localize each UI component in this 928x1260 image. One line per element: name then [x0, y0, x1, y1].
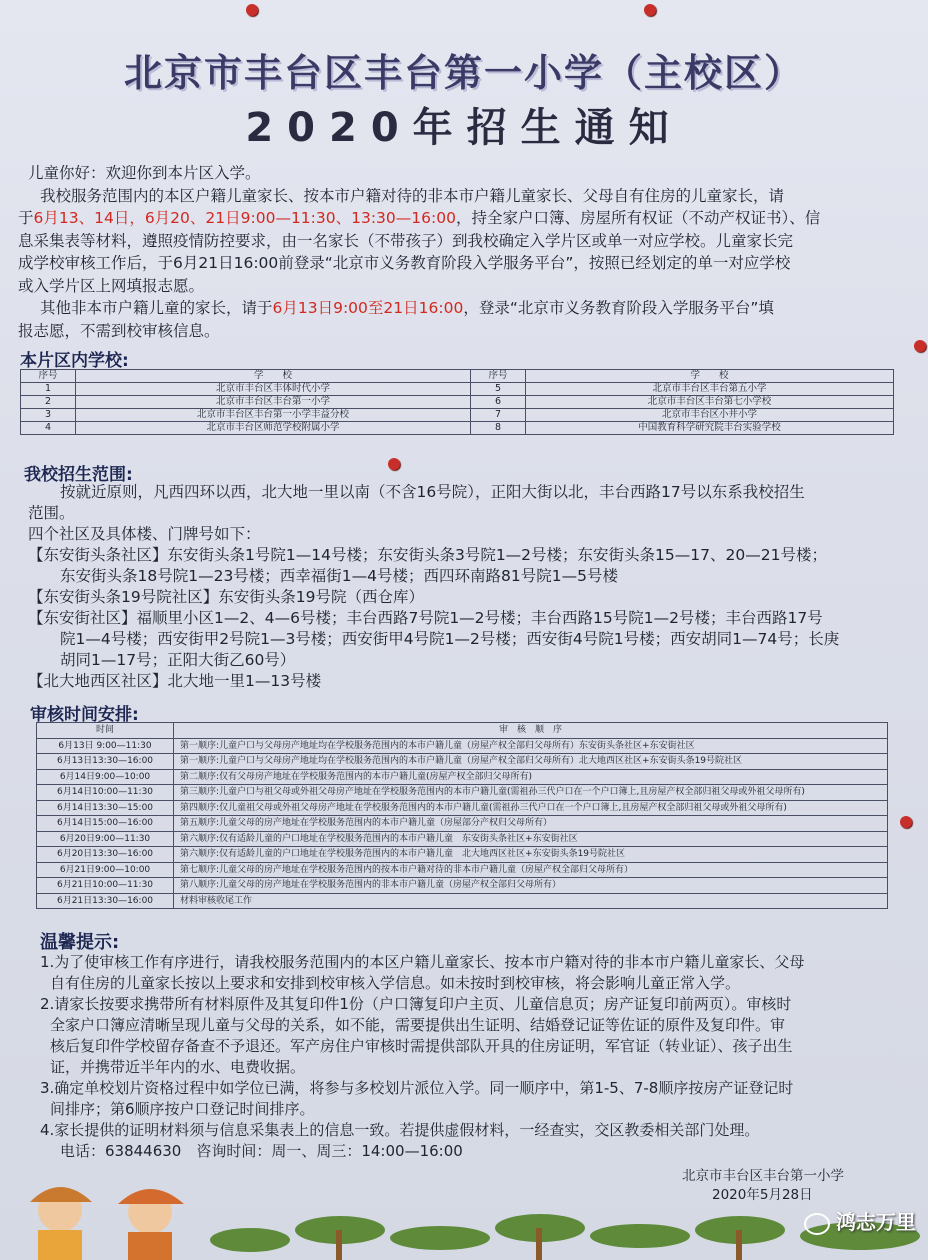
scope-line: 院1—4号楼；西安街甲2号院1—3号楼；西安街甲4号院1—2号楼；西安街4号院1号楼；西安胡同1—74号；长庚 — [60, 630, 840, 648]
scope-line: 四个社区及具体楼、门牌号如下： — [28, 525, 261, 543]
table-header: 审 核 顺 序 — [174, 723, 888, 739]
tip-line: 证，并携带近半年内的水、电费收据。 — [50, 1058, 306, 1076]
tip-line: 1.为了使审核工作有序进行，请我校服务范围内的本区户籍儿童家长、按本市户籍对待的非本市户籍儿童家长、父母 — [40, 953, 805, 971]
table-row: 6月13日13:30—16:00 第一顺序:儿童户口与父母房产地址均在学校服务范围内的本市户籍儿童（房屋产权全部归父母所有）北大地西区社区+东安街头条19号院社区 — [37, 754, 888, 770]
table-row: 6月13日 9:00—11:30 第一顺序:儿童户口与父母房产地址均在学校服务范围内的本市户籍儿童（房屋产权全部归父母所有）东安街头条社区+东安街社区 — [37, 738, 888, 754]
schools-heading: 本片区内学校: — [20, 351, 129, 371]
scope-line: 东安街头条18号院1—23号楼；西幸福街1—4号楼；西四环南路81号院1—5号楼 — [60, 567, 618, 585]
tip-line: 3.确定单校划片资格过程中如学位已满，将参与多校划片派位入学。同一顺序中，第1-5、7-8顺序按房产证登记时 — [40, 1079, 794, 1097]
chat-bubble-icon — [804, 1213, 830, 1235]
tips-text — [40, 952, 900, 1162]
scope-line: 按就近原则，凡西四环以西，北大地一里以南（不含16号院），正阳大街以北，丰台西路17号以东系我校招生 — [60, 483, 805, 501]
table-row: 6月21日13:30—16:00 材料审核收尾工作 — [37, 893, 888, 909]
signature-school: 北京市丰台区丰台第一小学 — [682, 1168, 844, 1184]
watermark: 鸿志万里 — [804, 1206, 916, 1235]
table-header: 序号 — [21, 370, 76, 383]
table-row: 3 北京市丰台区丰台第一小学丰益分校 7 北京市丰台区小井小学 — [21, 409, 894, 422]
intro-line: 报志愿，不需到校审核信息。 — [18, 321, 220, 340]
tip-line: 2.请家长按要求携带所有材料原件及其复印件1份（户口簿复印户主页、儿童信息页；房产证复印前两页）。审核时 — [40, 995, 792, 1013]
table-row: 4 北京市丰台区师范学校附属小学 8 中国教育科学研究院丰台实验学校 — [21, 422, 894, 435]
table-row: 6月21日10:00—11:30 第八顺序:儿童父母的房产地址在学校服务范围内的非本市户籍儿童（房屋产权全部归父母所有） — [37, 878, 888, 894]
page-title: 北京市丰台区丰台第一小学（主校区） — [123, 51, 804, 95]
tip-line: 核后复印件学校留存备查不予退还。军产房住户审核时需提供部队开具的住房证明，军官证（转业证）、孩子出生 — [50, 1037, 793, 1055]
table-row: 6月14日13:30—15:00 第四顺序:仅儿童祖父母或外祖父母房产地址在学校服务范围内的本市户籍儿童(需祖孙三代户口在一个户口簿上,且房屋产权全部归祖父母或外祖父母所有) — [37, 800, 888, 816]
pushpin-icon — [388, 458, 400, 470]
decorative-footer-illustration — [0, 1170, 928, 1260]
intro-line: 我校服务范围内的本区户籍儿童家长、按本市户籍对待的非本市户籍儿童家长、父母自有住房的儿童家长，请 — [40, 186, 785, 205]
scope-heading: 我校招生范围: — [24, 465, 133, 485]
intro-line: 息采集表等材料，遵照疫情防控要求，由一名家长（不带孩子）到我校确定入学片区或单一对应学校。儿童家长完 — [18, 231, 794, 250]
tip-line: 自有住房的儿童家长按以上要求和安排到校审核入学信息。如未按时到校审核，将会影响儿童正常入学。 — [50, 974, 741, 992]
intro-text — [18, 162, 908, 342]
tip-line: 4.家长提供的证明材料须与信息采集表上的信息一致。若提供虚假材料，一经查实，交区教委相关部门处理。 — [40, 1121, 760, 1139]
community-3: 【东安街社区】福顺里小区1—2、4—6号楼；丰台西路7号院1—2号楼；丰台西路15号院1—2号楼；丰台西路17号 — [28, 609, 823, 627]
child-figure-icon — [118, 1189, 184, 1260]
community-1: 【东安街头条社区】东安街头条1号院1—14号楼；东安街头条3号院1—2号楼；东安街头条15—17、20—21号楼； — [28, 546, 827, 564]
tip-line: 全家户口簿应清晰呈现儿童与父母的关系，如不能，需要提供出生证明、结婚登记证等佐证的原件及复印件。审 — [50, 1016, 786, 1034]
table-row: 6月20日13:30—16:00 第六顺序:仅有适龄儿童的户口地址在学校服务范围内的本市户籍儿童 北大地西区社区+东安街头条19号院社区 — [37, 847, 888, 863]
greeting: 儿童你好：欢迎你到本片区入学。 — [28, 164, 261, 182]
pushpin-icon — [644, 4, 656, 16]
intro-dates: 6月13、14日，6月20、21日9:00—11:30、13:30—16:00 — [33, 209, 456, 227]
tip-line: 间排序；第6顺序按户口登记时间排序。 — [50, 1100, 315, 1118]
page-subtitle: 2020年招生通知 — [245, 105, 683, 151]
table-row: 6月14日9:00—10:00 第二顺序:仅有父母房产地址在学校服务范围内的本市户籍儿童(房屋产权全部归父母所有) — [37, 769, 888, 785]
community-4: 【北大地西区社区】北大地一里1—13号楼 — [28, 672, 322, 690]
scope-line: 范围。 — [28, 504, 75, 522]
pushpin-icon — [914, 340, 926, 352]
intro-line: 于6月13、14日，6月20、21日9:00—11:30、13:30—16:00，持全家户口簿、房屋所有权证（不动产权证书）、信 — [18, 209, 821, 227]
table-row: 6月14日15:00—16:00 第五顺序:儿童父母的房产地址在学校服务范围内的本市户籍儿童（房屋部分产权归父母所有） — [37, 816, 888, 832]
schedule-heading: 审核时间安排: — [30, 705, 139, 725]
table-row: 2 北京市丰台区丰台第一小学 6 北京市丰台区丰台第七小学校 — [21, 396, 894, 409]
signature-date: 2020年5月28日 — [712, 1187, 813, 1203]
table-header: 学 校 — [526, 370, 894, 383]
table-header: 时间 — [37, 723, 174, 739]
table-row: 6月20日9:00—11:30 第六顺序:仅有适龄儿童的户口地址在学校服务范围内的本市户籍儿童 东安街头条社区+东安街社区 — [37, 831, 888, 847]
scope-line: 胡同1—17号；正阳大街乙60号） — [60, 651, 296, 669]
tips-heading: 温馨提示: — [40, 932, 120, 953]
intro-other-time: 6月13日9:00至21日16:00 — [272, 299, 464, 317]
contact-info: 电话：63844630 咨询时间：周一、周三：14:00—16:00 — [60, 1142, 463, 1160]
table-header: 序号 — [471, 370, 526, 383]
schools-table — [20, 369, 894, 435]
scope-text — [28, 482, 908, 692]
intro-line: 成学校审核工作后，于6月21日16:00前登录“北京市义务教育阶段入学服务平台”，按照已经划定的单一对应学校 — [18, 254, 791, 272]
pushpin-icon — [246, 4, 258, 16]
intro-line: 其他非本市户籍儿童的家长，请于6月13日9:00至21日16:00，登录“北京市义务教育阶段入学服务平台”填 — [40, 299, 774, 317]
table-header: 学 校 — [76, 370, 471, 383]
pushpin-icon — [900, 816, 912, 828]
schedule-table — [36, 722, 888, 909]
table-row: 1 北京市丰台区丰体时代小学 5 北京市丰台区丰台第五小学 — [21, 383, 894, 396]
intro-deadline: 6月21日16:00 — [173, 254, 279, 272]
table-row: 6月21日9:00—10:00 第七顺序:儿童父母的房产地址在学校服务范围内的按本市户籍对待的非本市户籍儿童（房屋产权全部归父母所有） — [37, 862, 888, 878]
community-2: 【东安街头条19号院社区】东安街头条19号院（西仓库） — [28, 588, 424, 606]
intro-line: 或入学片区上网填报志愿。 — [18, 276, 205, 295]
table-row: 6月14日10:00—11:30 第三顺序:儿童户口与祖父母或外祖父母房产地址在学校服务范围内的本市户籍儿童(需祖孙三代户口在一个户口簿上,且房屋产权全部归祖父母或外祖父母所有) — [37, 785, 888, 801]
child-figure-icon — [30, 1187, 92, 1260]
